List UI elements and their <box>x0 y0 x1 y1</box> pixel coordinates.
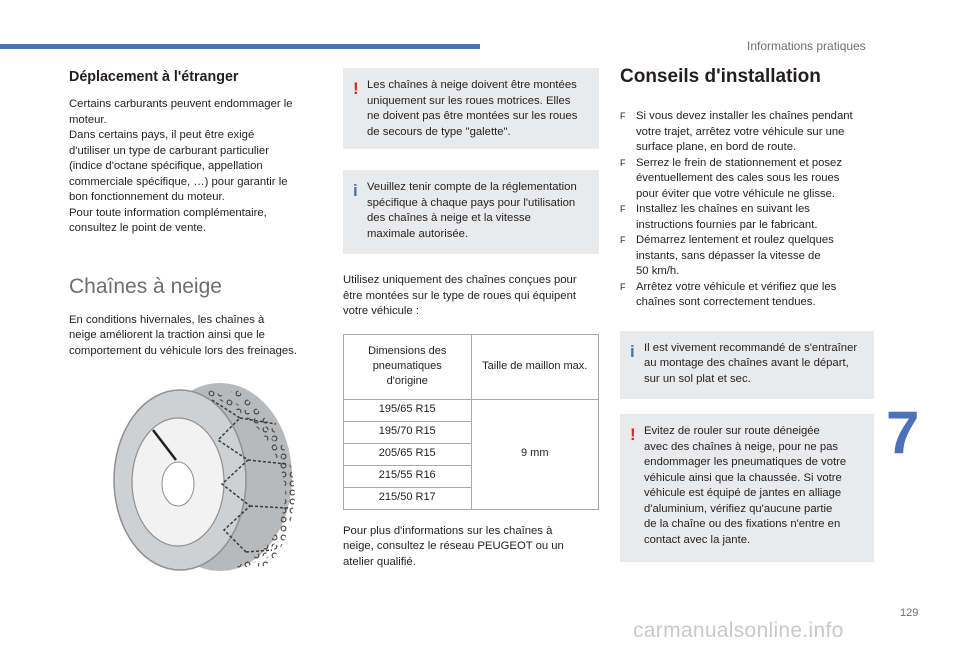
text-line: uniquement sur les roues motrices. Elles <box>367 94 571 107</box>
text-line: instructions fournies par le fabricant. <box>636 218 818 231</box>
header-max-link-size: Taille de maillon max. <box>471 334 599 399</box>
text-line: Les chaînes à neige doivent être montées <box>367 79 577 91</box>
text-line: d'utiliser un type de carburant particulier <box>69 144 269 157</box>
text-line: spécifique à chaque pays pour l'utilisation <box>367 196 576 209</box>
tire-size-cell: 205/65 R15 <box>344 443 472 465</box>
bullet-icon: F <box>620 157 626 168</box>
header-line: Dimensions des <box>368 344 447 357</box>
info-icon: i <box>353 181 358 200</box>
text-line: maximale autorisée. <box>367 227 469 240</box>
text-line: sur un sol plat et sec. <box>644 372 751 385</box>
bullet-icon: F <box>620 111 626 121</box>
text-line: Utilisez uniquement des chaînes conçues pour <box>343 274 577 286</box>
text-line: Certains carburants peuvent endommager le <box>69 98 293 110</box>
warning-box-cleared-road <box>620 414 874 562</box>
header-line: pneumatiques <box>372 359 442 372</box>
watermark: carmanualsonline.info <box>633 619 844 642</box>
snow-chains-paragraph <box>69 313 319 360</box>
text-line: ne doivent pas être montées sur les roues <box>367 110 578 122</box>
abroad-paragraph <box>69 97 319 237</box>
table-row <box>344 399 599 421</box>
page-number: 129 <box>900 607 919 619</box>
text-line: votre trajet, arrêtez votre véhicule sur une <box>636 125 845 138</box>
text-line: avec des chaînes à neige, pour ne pas <box>644 440 839 453</box>
warning-icon: ! <box>353 79 359 98</box>
tire-size-cell: 215/55 R16 <box>344 465 472 487</box>
text-line: consultez le point de vente. <box>69 222 206 234</box>
page-header-title: Informations pratiques <box>747 39 866 53</box>
list-item <box>620 202 874 233</box>
text-line: Dans certains pays, il peut être exigé <box>69 129 255 141</box>
text-line: neige, consultez le réseau PEUGEOT ou un <box>343 540 564 552</box>
text-line: Pour toute information complémentaire, <box>69 206 267 219</box>
text-line: bon fonctionnement du moteur. <box>69 191 225 203</box>
text-line: Pour plus d'informations sur les chaînes à <box>343 524 553 537</box>
header-accent-bar <box>0 44 480 49</box>
text-line: Evitez de rouler sur route déneigée <box>644 425 820 437</box>
tire-size-cell: 195/70 R15 <box>344 421 472 443</box>
info-box-regulations <box>343 170 599 254</box>
text-line: chaînes sont correctement tendues. <box>636 296 816 308</box>
list-item <box>620 280 874 311</box>
text-line: véhicule ainsi que la chaussée. Si votre <box>644 471 842 484</box>
bullet-icon: F <box>620 235 626 245</box>
bullet-icon: F <box>620 204 626 214</box>
middle-column <box>343 68 599 570</box>
text-line: Installez les chaînes en suivant les <box>636 203 810 215</box>
text-line: 50 km/h. <box>636 265 680 277</box>
tire-size-cell: 195/65 R15 <box>344 399 472 421</box>
table-header-row <box>344 334 599 399</box>
left-column <box>69 68 319 359</box>
text-line: instants, sans dépasser la vitesse de <box>636 249 821 262</box>
header-line: d'origine <box>386 374 428 387</box>
hub <box>162 462 194 506</box>
text-line: endommager les pneumatiques de votre <box>644 456 847 468</box>
text-line: Démarrez lentement et roulez quelques <box>636 234 834 246</box>
text-line: neige améliorent la traction ainsi que le <box>69 329 265 341</box>
text-line: pour éviter que votre véhicule ne glisse. <box>636 187 836 200</box>
chains-outro-paragraph <box>343 524 599 571</box>
tire-size-cell: 215/50 R17 <box>344 487 472 509</box>
text-line: moteur. <box>69 113 107 126</box>
text-line: des chaînes à neige et la vitesse <box>367 212 531 224</box>
text-line: En conditions hivernales, les chaînes à <box>69 313 265 326</box>
text-line: véhicule est équipé de jantes en alliage <box>644 487 842 499</box>
text-line: contact avec la jante. <box>644 533 751 546</box>
list-item <box>620 156 874 203</box>
text-line: être montées sur le type de roues qui équipent <box>343 289 576 302</box>
chapter-number: 7 <box>886 399 920 466</box>
text-line: au montage des chaînes avant le départ, <box>644 357 849 369</box>
text-line: votre véhicule : <box>343 305 419 317</box>
list-item <box>620 233 874 280</box>
bullet-icon: F <box>620 281 626 292</box>
right-column <box>620 64 874 562</box>
installation-advice-heading: Conseils d'installation <box>620 66 821 87</box>
warning-box-chains <box>343 68 599 149</box>
text-line: Veuillez tenir compte de la réglementation <box>367 181 577 193</box>
text-line: d'aluminium, vérifiez qu'aucune partie <box>644 502 833 515</box>
text-line: (indice d'octane spécifique, appellation <box>69 160 263 172</box>
installation-steps <box>620 109 874 311</box>
text-line: Serrez le frein de stationnement et posez <box>636 156 842 169</box>
link-size-cell: 9 mm <box>471 399 599 509</box>
text-line: Il est vivement recommandé de s'entraîner <box>644 341 858 354</box>
chain-size-table <box>343 334 599 510</box>
text-line: commerciale spécifique, …) pour garantir le <box>69 175 288 188</box>
text-line: atelier qualifié. <box>343 555 416 568</box>
abroad-heading: Déplacement à l'étranger <box>69 69 239 85</box>
tire-with-chains-illustration <box>108 380 296 575</box>
chains-intro-paragraph <box>343 273 599 320</box>
text-line: Arrêtez votre véhicule et vérifiez que les <box>636 280 837 293</box>
snow-chains-heading: Chaînes à neige <box>69 274 222 298</box>
text-line: Si vous devez installer les chaînes pendant <box>636 110 853 122</box>
text-line: de la chaîne ou des fixations n'entre en <box>644 518 841 530</box>
text-line: surface plane, en bord de route. <box>636 141 797 153</box>
info-box-practice <box>620 331 874 400</box>
header-tire-dimensions <box>344 334 472 399</box>
list-item <box>620 109 874 156</box>
warning-icon: ! <box>630 425 636 444</box>
text-line: de secours de type "galette". <box>367 125 511 138</box>
text-line: éventuellement des cales sous les roues <box>636 172 840 184</box>
text-line: comportement du véhicule lors des freinages. <box>69 344 297 357</box>
info-icon: i <box>630 341 635 361</box>
